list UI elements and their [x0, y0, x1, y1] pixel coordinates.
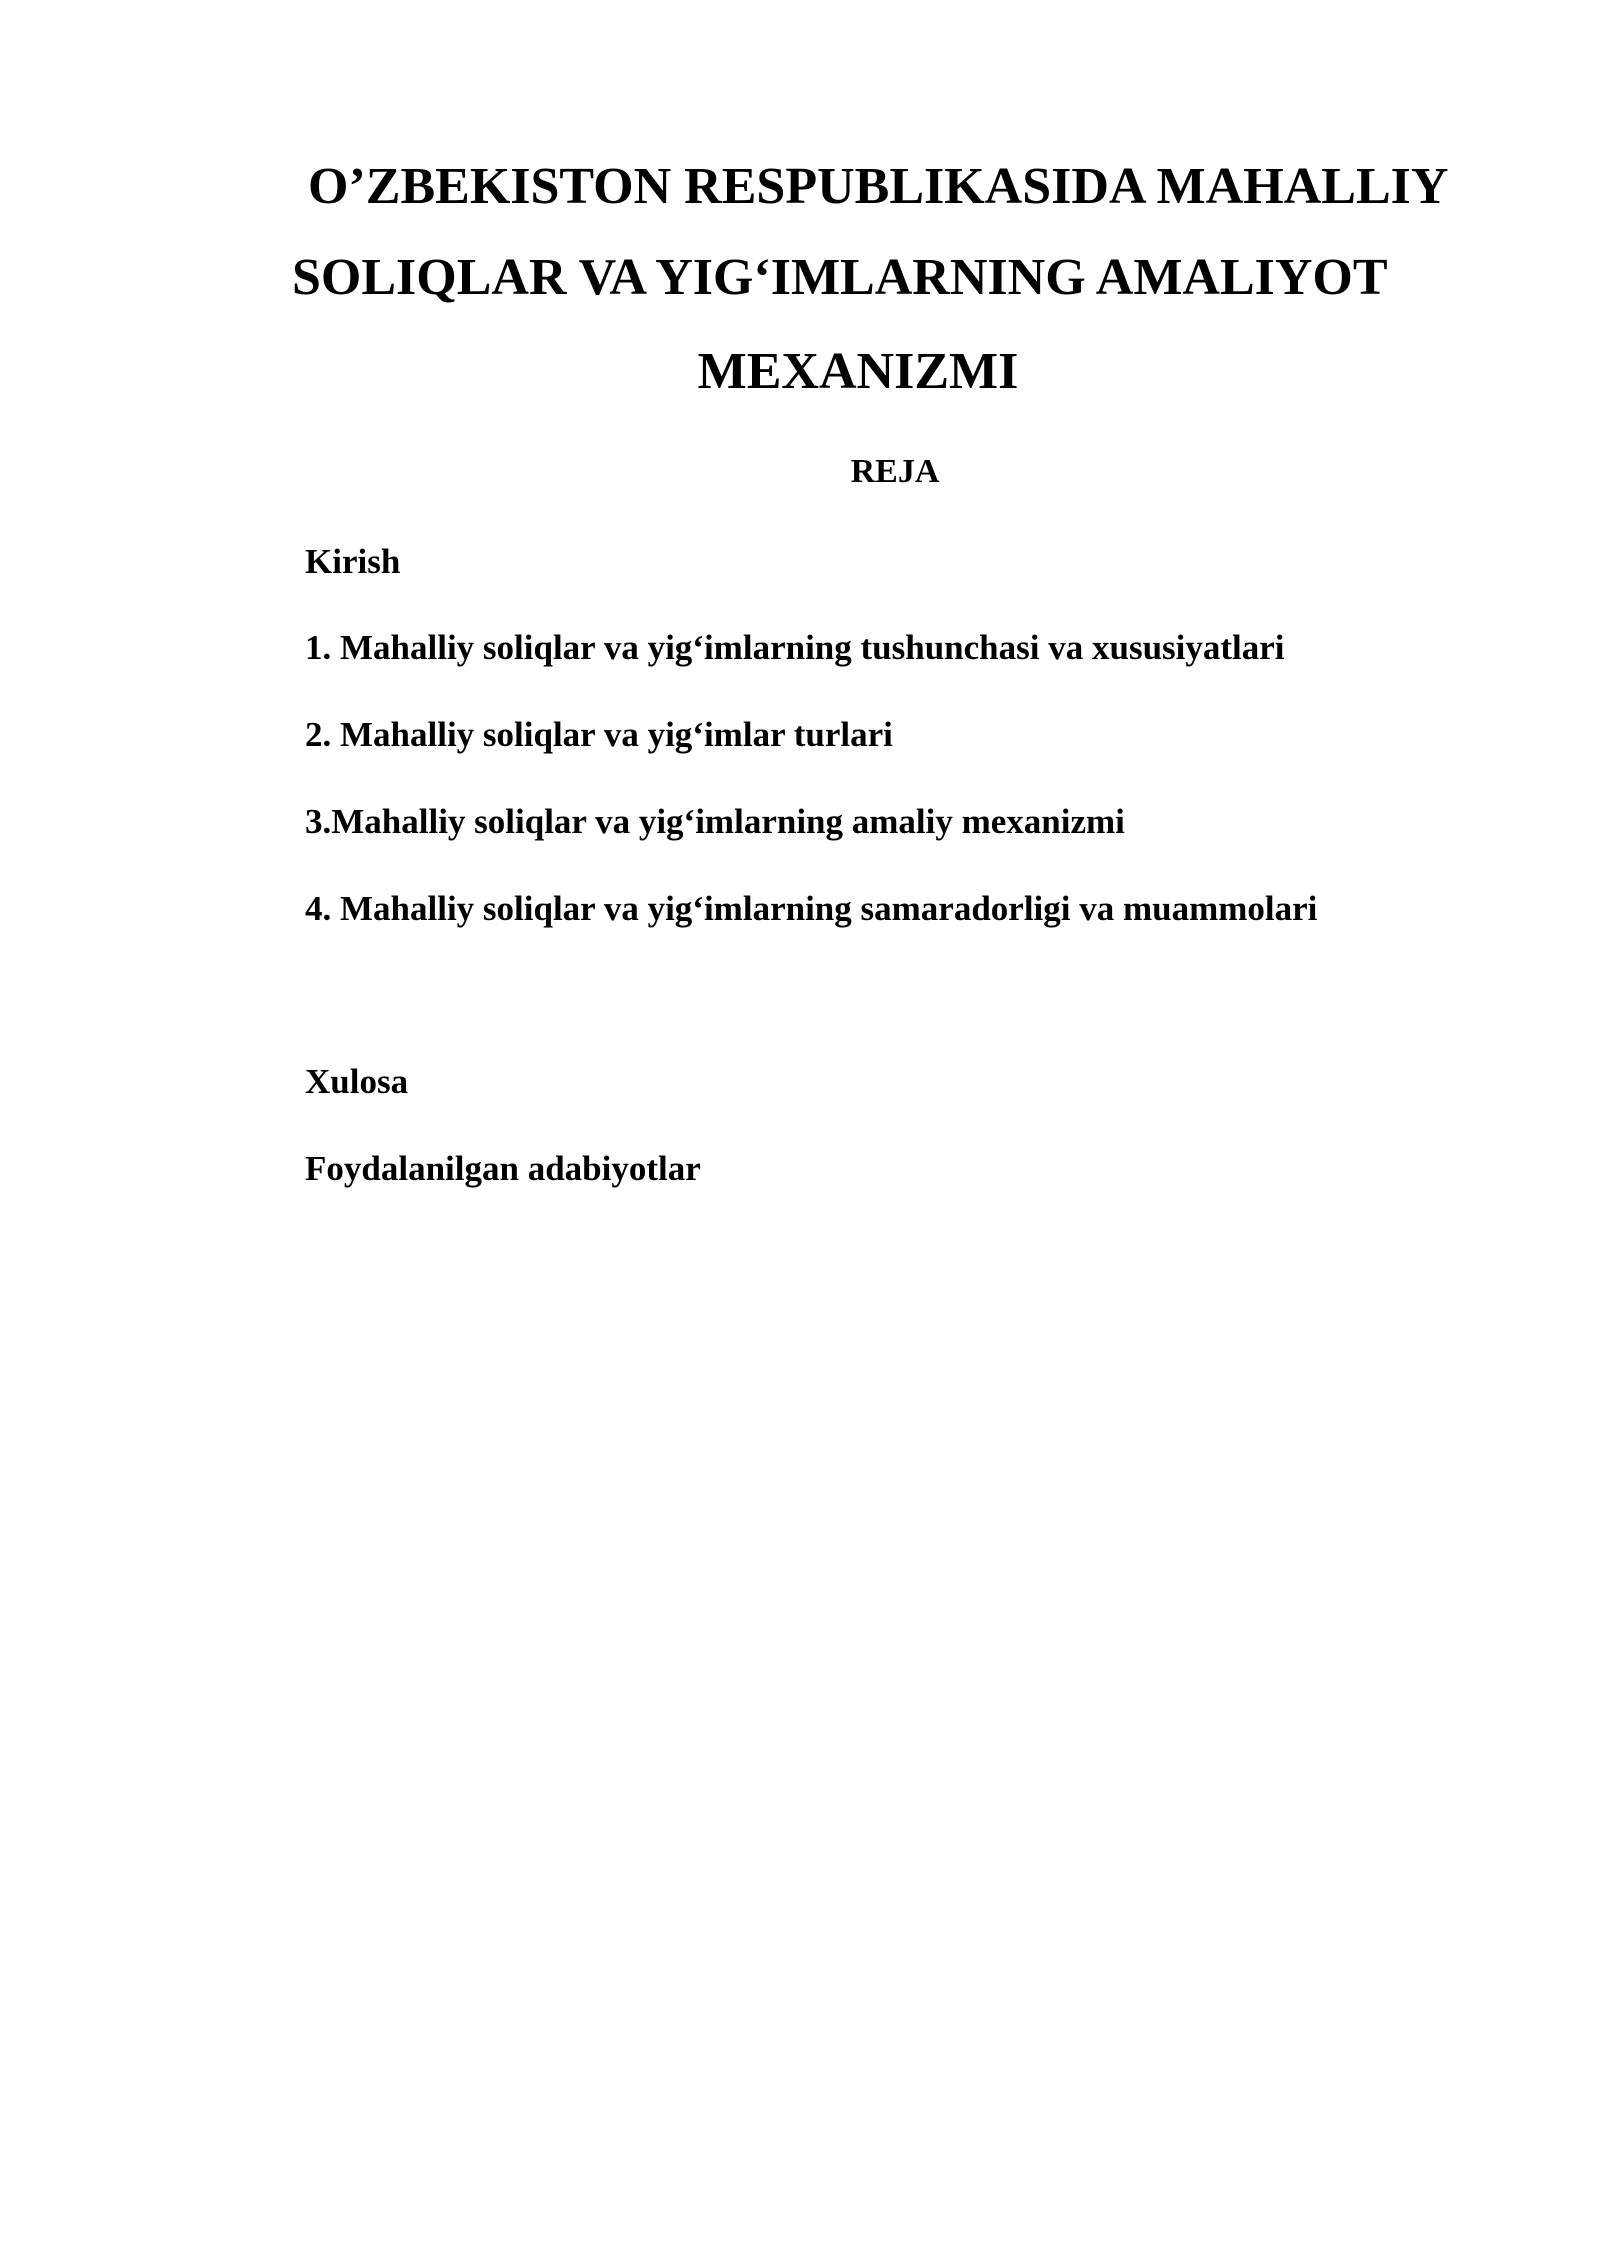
plan-item-3: 3.Mahalliy soliqlar va yig‘imlarning amaliy mexanizmi	[305, 802, 1125, 841]
plan-item-4: 4. Mahalliy soliqlar va yig‘imlarning samaradorligi va muammolari	[305, 889, 1318, 928]
plan-item-references: Foydalanilgan adabiyotlar	[305, 1149, 701, 1188]
document-title-line-2: SOLIQLAR VA YIG‘IMLARNING AMALIYOT	[292, 249, 1388, 306]
document-title-line-1: O’ZBEKISTON RESPUBLIKASIDA MAHALLIY	[308, 158, 1449, 215]
plan-item-conclusion: Xulosa	[305, 1062, 409, 1101]
plan-item-1: 1. Mahalliy soliqlar va yig‘imlarning tushunchasi va xususiyatlari	[305, 628, 1285, 667]
plan-heading: REJA	[850, 453, 940, 490]
plan-item-2: 2. Mahalliy soliqlar va yig‘imlar turlari	[305, 715, 893, 754]
document-title-line-3: MEXANIZMI	[697, 343, 1019, 400]
plan-item-intro: Kirish	[305, 542, 401, 581]
